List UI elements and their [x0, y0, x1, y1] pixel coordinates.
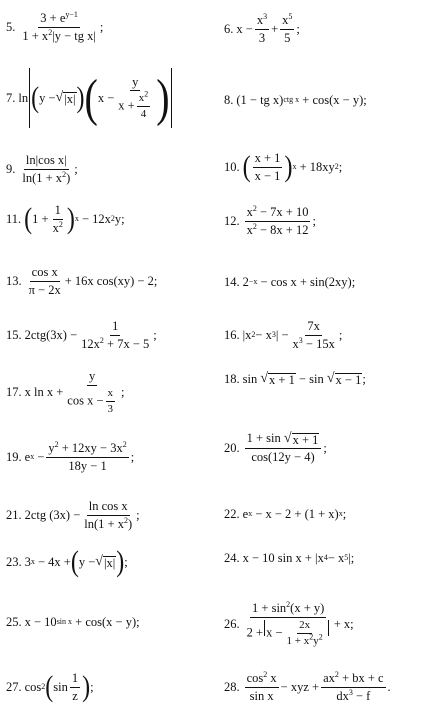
problem-expression: x − 10 sin x + |x 4 − x 5 |;: [242, 551, 355, 565]
problem-11: [6, 204, 125, 234]
problem-number: 7.: [6, 90, 16, 105]
problem-21: [6, 500, 140, 530]
problem-number: 15.: [6, 327, 22, 342]
problem-number: 11.: [6, 211, 22, 226]
problem-expression: cos 2 ( sin $\frac{1}{z}$ ) ;: [24, 670, 94, 704]
problem-19: [6, 439, 135, 473]
problem-24: [224, 552, 354, 565]
problem-expression: 2ctg (3x) − $\frac{\text{ln cos x}}{\ln(1 + x^2)}$ ;: [24, 499, 140, 531]
problem-7: [6, 68, 173, 128]
problem-number: 13.: [6, 273, 22, 288]
problem-expression: e x − x − 2 + (1 + x) x ;: [242, 507, 347, 521]
problem-number: 17.: [6, 385, 22, 399]
problem-expression: 2 −x − cos x + sin(2xy);: [242, 275, 356, 289]
problem-number: 12.: [224, 213, 240, 228]
problem-8: [224, 94, 367, 107]
problem-number: 5.: [6, 19, 16, 34]
problem-number: 8.: [224, 93, 234, 107]
problem-expression: ln ( y − √ |x| ) ( x − y x + $\frac{x^2}{4}$ ): [18, 68, 170, 127]
problem-number: 27.: [6, 679, 22, 694]
problem-expression: $\frac{3 + e^{y-1}}{1 + x^2|y - tg x|}$ ;: [22, 9, 104, 43]
problem-number: 20.: [224, 440, 240, 455]
problem-expression: x ln x + y cos x − $\frac{x}{3}$ ;: [24, 369, 125, 415]
problem-number: 10.: [224, 159, 240, 174]
problem-15: [6, 320, 157, 350]
problem-17: [6, 370, 124, 415]
problem-expression: $\frac{\cos^2 x}{\text{sin x}}$ − xyz + $\frac{ax^2 + bx + c}{dx^3 - f}$ .: [246, 669, 391, 703]
problem-number: 9.: [6, 161, 16, 176]
problem-number: 6.: [224, 21, 234, 36]
problem-20: [224, 432, 327, 464]
problem-14: [224, 276, 355, 289]
problem-expression: sin √ x + 1 − sin √ x − 1 ;: [242, 371, 366, 387]
problem-expression: ( 1 + $\frac{1}{x^2}$ ) x − 12x 2 y;: [24, 202, 125, 236]
problem-number: 26.: [224, 617, 240, 631]
problem-number: 14.: [224, 275, 240, 289]
problem-expression: 2ctg(3x) − $\frac{1}{12x^2 + 7x - 5}$ ;: [24, 319, 157, 351]
problem-expression: e x − $\frac{y^2 + 12xy - 3x^2}{18y - 1}$ ;: [24, 439, 135, 473]
problem-10: [224, 152, 342, 182]
problem-number: 28.: [224, 679, 240, 694]
problem-22: [224, 508, 346, 521]
problem-number: 22.: [224, 507, 240, 521]
problem-12: [224, 203, 316, 237]
problem-expression: 1 + sin √ x + 1 cos(12y − 4) ;: [246, 431, 327, 464]
problem-number: 18.: [224, 371, 240, 386]
problem-number: 23.: [6, 554, 22, 569]
problem-expression: $\frac{\text{ln|cos x|}}{\ln(1 + x^2)}$ ;: [22, 153, 78, 185]
problem-expression: $\frac{\text{cos x}}{\pi - 2x}$ + 16x cos(xy) − 2;: [28, 265, 158, 297]
problem-expression: $\frac{x^2 - 7x + 10}{x^2 - 8x + 12}$ ;: [246, 203, 316, 237]
problem-18: [224, 372, 366, 386]
problem-expression: ( $\frac{x + 1}{x - 1}$ ) x + 18xy 2 ;: [242, 150, 343, 184]
problem-23: [6, 545, 128, 579]
problem-expression: (1 − tg x) ctg x + cos(x − y);: [236, 93, 367, 107]
problem-25: [6, 616, 140, 629]
problem-5: [6, 9, 104, 43]
problem-expression: $1 + \sin^2(x + y)$ 2 + x − $\frac{2x}{1 + x^2y^2}$ + x;: [246, 599, 354, 647]
problem-number: 21.: [6, 507, 22, 522]
problem-expression: |x 2 − x 3 | − $\frac{7x}{x^3 - 15x}$ ;: [242, 319, 343, 351]
problem-number: 24.: [224, 551, 240, 565]
problem-26: [224, 599, 354, 647]
problem-28: [224, 669, 391, 703]
problem-27: [6, 672, 94, 702]
problem-number: 19.: [6, 449, 22, 464]
problem-13: [6, 266, 157, 296]
problem-9: [6, 154, 78, 184]
problem-expression: x − 10 sin x + cos(x − y);: [24, 615, 140, 629]
problem-16: [224, 320, 342, 350]
problem-expression: 3 x − 4x + ( y − √ |x| ) ;: [24, 545, 128, 579]
problem-expression: x − $\frac{x^3}{3}$ + $\frac{x^5}{5}$ ;: [236, 11, 300, 45]
problem-number: 16.: [224, 327, 240, 342]
problem-6: [224, 11, 300, 45]
problem-number: 25.: [6, 615, 22, 629]
